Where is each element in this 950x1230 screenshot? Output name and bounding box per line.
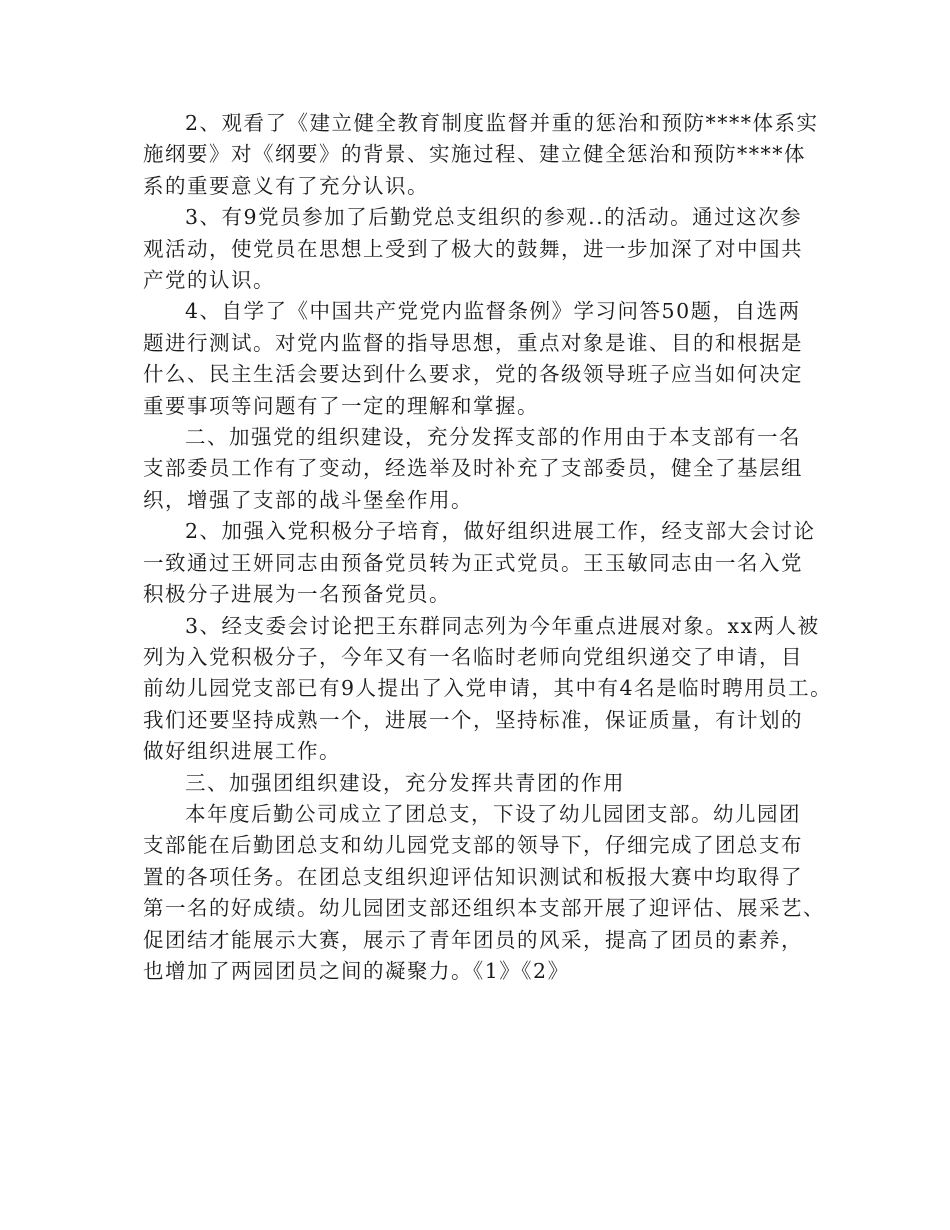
text-line: 4、自学了《中国共产党党内监督条例》学习问答50题，自选两 [185, 299, 801, 324]
paragraph-3 [143, 296, 833, 422]
text-line: 3、经支委会讨论把王东群同志列为今年重点进展对象。xx两人被 [185, 613, 820, 638]
text-line: 二、加强党的组织建设，充分发挥支部的作用由于本支部有一名 [185, 425, 801, 450]
text-line: 织，增强了支部的战斗堡垒作用。 [143, 487, 473, 512]
text-line: 施纲要》对《纲要》的背景、实施过程、建立健全惩治和预防****体 [143, 142, 806, 167]
text-line: 前幼儿园党支部已有9人提出了入党申请，其中有4名是临时聘用员工。 [143, 676, 833, 701]
paragraph-1 [143, 108, 833, 202]
section-heading-3 [143, 768, 833, 799]
text-line: 本年度后勤公司成立了团总支，下设了幼儿园团支部。幼儿园团 [185, 801, 801, 826]
paragraph-4 [143, 422, 833, 516]
text-line: 3、有9党员参加了后勤党总支组织的参观..的活动。通过这次参 [185, 205, 803, 230]
text-line: 支部委员工作有了变动，经选举及时补充了支部委员，健全了基层组 [143, 456, 803, 481]
text-line: 观活动，使党员在思想上受到了极大的鼓舞，进一步加深了对中国共 [143, 236, 803, 261]
text-line: 重要事项等问题有了一定的理解和掌握。 [143, 393, 539, 418]
text-line: 产党的认识。 [143, 268, 275, 293]
text-line: 第一名的好成绩。幼儿园团支部还组织本支部开展了迎评估、展采艺、 [143, 896, 825, 921]
document-body [143, 108, 833, 987]
text-line: 2、观看了《建立健全教育制度监督并重的惩治和预防****体系实 [185, 111, 819, 135]
text-line: 支部能在后勤团总支和幼儿园党支部的领导下，仔细完成了团总支布 [143, 833, 803, 858]
text-line: 置的各项任务。在团总支组织迎评估知识测试和板报大赛中均取得了 [143, 864, 803, 889]
text-line: 三、加强团组织建设，充分发挥共青团的作用 [185, 770, 625, 795]
paragraph-5 [143, 516, 833, 610]
text-line: 促团结才能展示大赛，展示了青年团员的风采，提高了团员的素养， [143, 927, 803, 952]
text-line: 列为入党积极分子，今年又有一名临时老师向党组织递交了申请，目 [143, 644, 803, 669]
text-line: 题进行测试。对党内监督的指导思想，重点对象是谁、目的和根据是 [143, 330, 803, 355]
text-line: 什么、民主生活会要达到什么要求，党的各级领导班子应当如何决定 [143, 362, 803, 387]
text-line: 积极分子进展为一名预备党员。 [143, 582, 451, 607]
paragraph-6 [143, 611, 833, 768]
text-line: 我们还要坚持成熟一个，进展一个，坚持标准，保证质量，有计划的 [143, 707, 803, 732]
paragraph-2 [143, 202, 833, 296]
text-line: 做好组织进展工作。 [143, 739, 341, 764]
text-line: 也增加了两园团员之间的凝聚力。《1》《2》 [143, 958, 570, 983]
text-line: 系的重要意义有了充分认识。 [143, 173, 429, 198]
text-line: 2、加强入党积极分子培育，做好组织进展工作，经支部大会讨论 [185, 519, 816, 544]
paragraph-8 [143, 799, 833, 987]
text-line: 一致通过王妍同志由预备党员转为正式党员。王玉敏同志由一名入党 [143, 550, 803, 575]
